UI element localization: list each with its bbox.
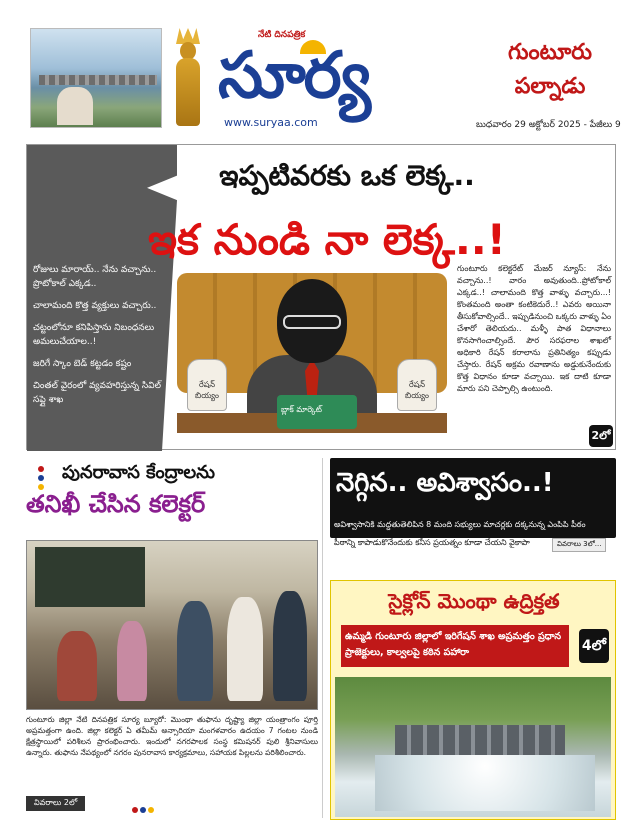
- top-story-body: గుంటూరు కలెక్టరేట్ మేజర్ న్యూస్: నేను వచ్చాను..! వారం అవుతుంది..ప్రోటోకాల్ ఎక్కడ..! చాలామంది కొత్త వాళ్ళు వచ్చారు...! కొంతమంది అంతా కంటికెదురే..! ఎవరు అయినా తీసుకోవాల్సిందే.. ఇప్పుడినుంచి ఒక్కరు వాళ్ళు ఏం చేశారో తెలియదు.. మళ్ళీ పాత విధానాలు కొనసాగించాల్సిందే. పౌర సరఫరాల శాఖలో అధికారి రేషన్ కరాలాను ప్రతినిత్యం కప్పుడు చేస్తారు. రేషన్ అక్రమ రవాణాను అడ్డుకునేందుకు కొత్త విధానం కూడా వచ్చాయి. ఇక దాటి కూడా మారు పని చెప్పాల్సి ఉంటుంది.: [457, 264, 612, 393]
- bullet-item: చట్టంలోనూ కనిపిస్తాను నిబంధనలు అమలుచేయాల..!: [33, 323, 155, 347]
- ration-bag-left: రేషన్ బియ్యం: [187, 359, 227, 411]
- continued-page-ref[interactable]: 2లో: [589, 425, 613, 447]
- date-and-pages: బుధవారం 29 అక్టోబర్ 2025 - పేజీలు 9: [476, 120, 621, 130]
- statue-image: [166, 28, 210, 128]
- top-story: [26, 144, 616, 450]
- column-divider: [322, 458, 323, 818]
- masthead-tagline: నేటి దినపత్రిక: [258, 30, 306, 40]
- rehab-story: [22, 458, 322, 828]
- read-more-link[interactable]: వివరాలు 2లో: [26, 796, 85, 811]
- bullet-item: రోజులు మారాయ్.. నేను వచ్చాను.. ప్రొటోకాల్ ఎక్కడ..: [33, 265, 157, 289]
- top-story-bullets: [33, 263, 163, 415]
- bridge-photo: [30, 28, 162, 128]
- newspaper-logo: సూర్య: [218, 39, 369, 113]
- no-confidence-line-1: అవిశ్వాసానికి మద్దతుతెలిపిన 8 మంది సభ్యులు మాచర్లకు దక్కనున్న ఎంపిపి పీఠం: [334, 520, 586, 529]
- cyclone-story: [330, 580, 616, 820]
- rehab-body: గుంటూరు జిల్లా నేటి దినపత్రిక సూర్య బ్యూరో: మొంథా తుఫాను దృష్ట్యా జిల్లా యంత్రాంగం పూర్తి అప్రమత్తంగా ఉంది. జిల్లా కలెక్టర్ ఏ తమీమ్ అన్సారియా మంగళవారం ఉదయం 7 గంటల నుండి క్షేత్రస్థాయిలో పరిశీలన ప్రారంభించారు. ఇందులో నగరపాలక సంస్థ కమిషనర్ పులి శ్రీనివాసులు ఉన్నారు. తుఫాను నేపథ్యంలో నగరం పునరావాస కార్యక్రమాలు, సహాయక పిల్లలను పరిశీలించారు.: [26, 715, 318, 757]
- rehab-subhead: పునరావాస కేంద్రాలను: [62, 462, 215, 483]
- details-link[interactable]: వివరాలు 3లో...: [552, 538, 606, 552]
- decorative-dots-bottom: [132, 798, 156, 817]
- dam-photo: [335, 677, 611, 817]
- cyclone-subhead: ఉమ్మడి గుంటూరు జిల్లాలో ఇరిగేషన్ శాఖ అప్రమత్తం ప్రధాన ప్రాజెక్టులు, కాల్వలపై కఠిన పహారా: [345, 631, 561, 658]
- rehab-headline: తనిఖీ చేసిన కలెక్టర్: [26, 490, 206, 518]
- no-confidence-headline: నెగ్గిన.. అవిశ్వాసం..!: [336, 468, 554, 498]
- bullet-item: జరిగే స్కాం బెడ్ కట్టడం కష్టం: [33, 359, 132, 369]
- cyclone-page-ref[interactable]: 4లో: [579, 629, 609, 663]
- ration-bag-right: రేషన్ బియ్యం: [397, 359, 437, 411]
- top-headline-line-2: ఇక నుండి నా లెక్క..!: [148, 215, 506, 264]
- masthead: [0, 0, 640, 140]
- cyclone-headline: సైక్లోన్ మొంథా ఉద్రిక్తత: [388, 589, 560, 613]
- top-headline-line-1: ఇప్పటివరకు ఒక లెక్క..: [219, 159, 475, 192]
- decorative-dots: [38, 466, 46, 492]
- edition-region: [470, 36, 630, 104]
- bullet-item: చింతల్ వైరంలో వ్యవహరిస్తున్న సివిల్ సప్లై శాఖ: [33, 381, 161, 405]
- cartoon-illustration: [177, 263, 447, 443]
- region-line-1: గుంటూరు: [508, 40, 592, 65]
- region-line-2: పల్నాడు: [514, 74, 586, 99]
- bullet-item: చాలామంది కొత్త వ్యక్తులు వచ్చారు..: [33, 301, 157, 311]
- truck-label: బ్లాక్ మార్కెట్: [281, 405, 322, 414]
- no-confidence-story: [330, 458, 616, 568]
- no-confidence-line-2: పీఠాన్ని కాపాడుకొనేందుకు కనీస ప్రయత్నం కూడా చేయని వైకాపా: [334, 538, 530, 547]
- site-url[interactable]: www.suryaa.com: [224, 116, 318, 129]
- rehab-photo: [26, 540, 318, 710]
